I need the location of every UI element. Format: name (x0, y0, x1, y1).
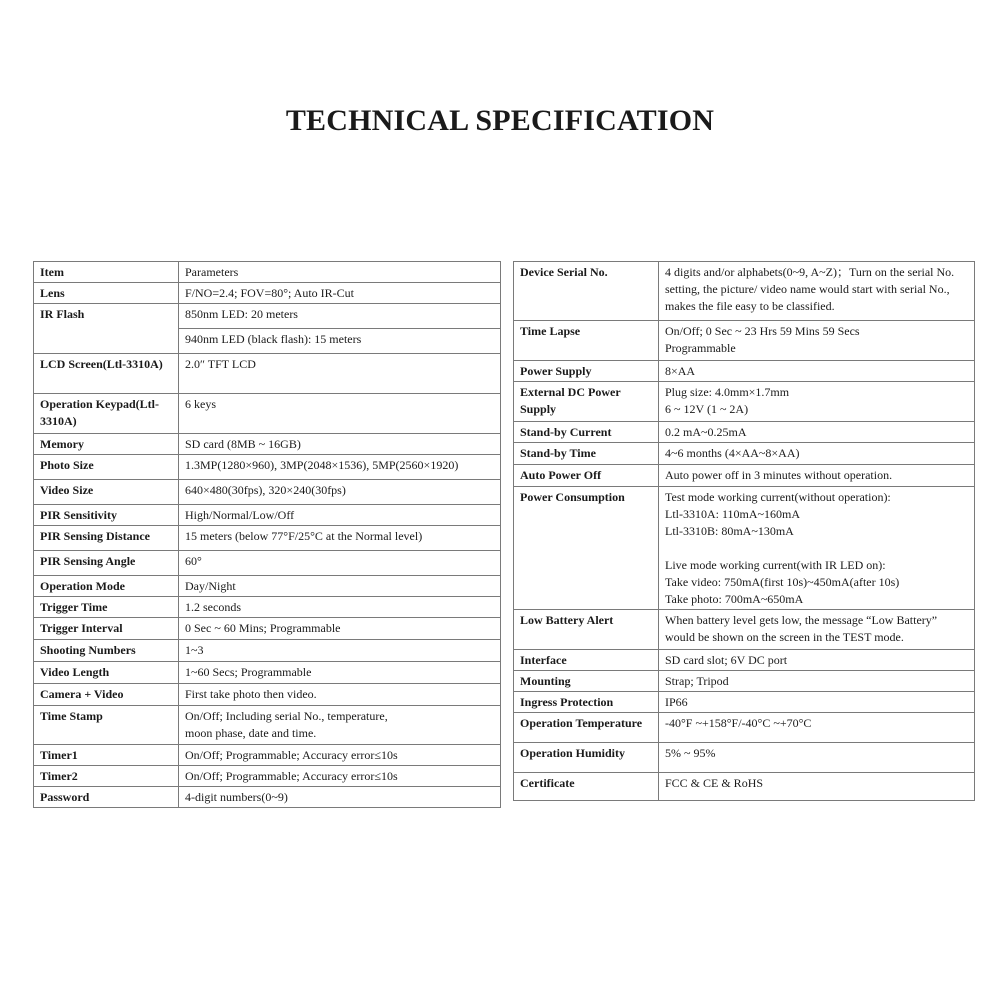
spec-parameter-value: 5% ~ 95% (659, 743, 975, 773)
spec-row (34, 684, 501, 706)
spec-parameter-value: 1~3 (179, 640, 501, 662)
spec-parameter-value: 6 keys (179, 394, 501, 434)
spec-row (34, 455, 501, 480)
spec-item-label: Operation Temperature (514, 713, 659, 743)
spec-row (514, 262, 975, 321)
spec-row (514, 465, 975, 487)
spec-parameter-value: 640×480(30fps), 320×240(30fps) (179, 480, 501, 505)
spec-parameter-value: 2.0″ TFT LCD (179, 354, 501, 394)
spec-item-label: Low Battery Alert (514, 610, 659, 650)
spec-parameter-value: IP66 (659, 692, 975, 713)
spec-item-label: Timer1 (34, 745, 179, 766)
spec-parameter-value: On/Off; Programmable; Accuracy error≤10s (179, 745, 501, 766)
spec-parameter-value: SD card slot; 6V DC port (659, 650, 975, 671)
spec-row (34, 262, 501, 283)
spec-parameter-value: 0.2 mA~0.25mA (659, 422, 975, 443)
spec-row (34, 576, 501, 597)
spec-item-label: Stand-by Time (514, 443, 659, 465)
spec-row (514, 422, 975, 443)
spec-row (34, 354, 501, 394)
spec-parameter-value: 4-digit numbers(0~9) (179, 787, 501, 808)
spec-parameter-value: 60° (179, 551, 501, 576)
spec-parameter-value: Day/Night (179, 576, 501, 597)
spec-item-label: Operation Mode (34, 576, 179, 597)
spec-parameter-value: 850nm LED: 20 meters (179, 304, 501, 329)
spec-row (514, 713, 975, 743)
spec-item-label: LCD Screen(Ltl-3310A) (34, 354, 179, 394)
spec-parameter-value: FCC & CE & RoHS (659, 773, 975, 801)
page-title: TECHNICAL SPECIFICATION (285, 104, 715, 137)
spec-item-label: Power Consumption (514, 487, 659, 610)
spec-parameter-value: On/Off; 0 Sec ~ 23 Hrs 59 Mins 59 Secs Programmable (659, 321, 975, 361)
spec-item-label: Mounting (514, 671, 659, 692)
spec-item-label: Time Stamp (34, 706, 179, 745)
spec-parameter-value: Plug size: 4.0mm×1.7mm 6 ~ 12V (1 ~ 2A) (659, 382, 975, 422)
spec-row (514, 361, 975, 382)
spec-item-label: Item (34, 262, 179, 283)
spec-item-label: PIR Sensing Angle (34, 551, 179, 576)
spec-row (34, 394, 501, 434)
spec-item-label: Operation Humidity (514, 743, 659, 773)
spec-item-label: Power Supply (514, 361, 659, 382)
spec-item-label: Camera + Video (34, 684, 179, 706)
spec-parameter-value: -40°F ~+158°F/-40°C ~+70°C (659, 713, 975, 743)
spec-parameter-value: 15 meters (below 77°F/25°C at the Normal level) (179, 526, 501, 551)
spec-parameter-value: 1.2 seconds (179, 597, 501, 618)
spec-parameter-value: Strap; Tripod (659, 671, 975, 692)
spec-parameter-value: 940nm LED (black flash): 15 meters (179, 329, 501, 354)
spec-item-label: Timer2 (34, 766, 179, 787)
spec-row (34, 745, 501, 766)
spec-item-label: Device Serial No. (514, 262, 659, 321)
spec-item-label: Video Size (34, 480, 179, 505)
spec-row (34, 505, 501, 526)
spec-row (34, 640, 501, 662)
spec-parameter-value: 1~60 Secs; Programmable (179, 662, 501, 684)
spec-item-label: Password (34, 787, 179, 808)
spec-item-label: External DC Power Supply (514, 382, 659, 422)
spec-parameter-value: First take photo then video. (179, 684, 501, 706)
spec-row (514, 671, 975, 692)
spec-parameter-value: 1.3MP(1280×960), 3MP(2048×1536), 5MP(2560×1920) (179, 455, 501, 480)
spec-table-left (33, 261, 501, 808)
spec-item-label: Auto Power Off (514, 465, 659, 487)
spec-item-label: Certificate (514, 773, 659, 801)
spec-item-label: Time Lapse (514, 321, 659, 361)
spec-row (34, 480, 501, 505)
spec-parameter-value: Auto power off in 3 minutes without operation. (659, 465, 975, 487)
spec-row (34, 434, 501, 455)
spec-row (34, 304, 501, 329)
spec-row (514, 321, 975, 361)
spec-item-label: Trigger Time (34, 597, 179, 618)
spec-item-label: PIR Sensing Distance (34, 526, 179, 551)
spec-item-label: Lens (34, 283, 179, 304)
spec-row (34, 597, 501, 618)
spec-parameter-value: When battery level gets low, the message “Low Battery” would be shown on the screen in the TEST mode. (659, 610, 975, 650)
spec-row (514, 650, 975, 671)
spec-item-label: Video Length (34, 662, 179, 684)
spec-parameter-value: High/Normal/Low/Off (179, 505, 501, 526)
spec-parameter-value: On/Off; Programmable; Accuracy error≤10s (179, 766, 501, 787)
spec-row (514, 773, 975, 801)
spec-parameter-value: Parameters (179, 262, 501, 283)
spec-parameter-value: Test mode working current(without operation): Ltl-3310A: 110mA~160mA Ltl-3310B: 80mA~130mA Live mode working current(with IR LED on): Take video: 750mA(first 10s)~450mA(after 10s) Take photo: 700mA~650mA (659, 487, 975, 610)
spec-row (34, 618, 501, 640)
spec-item-label: Operation Keypad(Ltl-3310A) (34, 394, 179, 434)
spec-row (514, 743, 975, 773)
spec-item-label: Ingress Protection (514, 692, 659, 713)
spec-parameter-value: SD card (8MB ~ 16GB) (179, 434, 501, 455)
spec-parameter-value: On/Off; Including serial No., temperature, moon phase, date and time. (179, 706, 501, 745)
spec-item-label: Interface (514, 650, 659, 671)
spec-parameter-value: F/NO=2.4; FOV=80°; Auto IR-Cut (179, 283, 501, 304)
spec-row (34, 283, 501, 304)
spec-row (34, 706, 501, 745)
spec-parameter-value: 4 digits and/or alphabets(0~9, A~Z)；Turn on the serial No. setting, the picture/ video name would start with serial No., makes the file easy to be classified. (659, 262, 975, 321)
spec-item-label: IR Flash (34, 304, 179, 354)
spec-parameter-value: 8×AA (659, 361, 975, 382)
spec-row (34, 766, 501, 787)
spec-parameter-value: 0 Sec ~ 60 Mins; Programmable (179, 618, 501, 640)
spec-row (514, 610, 975, 650)
spec-row (34, 551, 501, 576)
spec-item-label: Photo Size (34, 455, 179, 480)
spec-table-right (513, 261, 975, 801)
spec-row (34, 526, 501, 551)
spec-item-label: PIR Sensitivity (34, 505, 179, 526)
spec-row (514, 692, 975, 713)
spec-parameter-value: 4~6 months (4×AA~8×AA) (659, 443, 975, 465)
spec-item-label: Trigger Interval (34, 618, 179, 640)
spec-item-label: Memory (34, 434, 179, 455)
spec-item-label: Shooting Numbers (34, 640, 179, 662)
spec-row (514, 382, 975, 422)
spec-row (34, 787, 501, 808)
spec-row (514, 487, 975, 610)
spec-row (514, 443, 975, 465)
spec-row (34, 662, 501, 684)
spec-item-label: Stand-by Current (514, 422, 659, 443)
